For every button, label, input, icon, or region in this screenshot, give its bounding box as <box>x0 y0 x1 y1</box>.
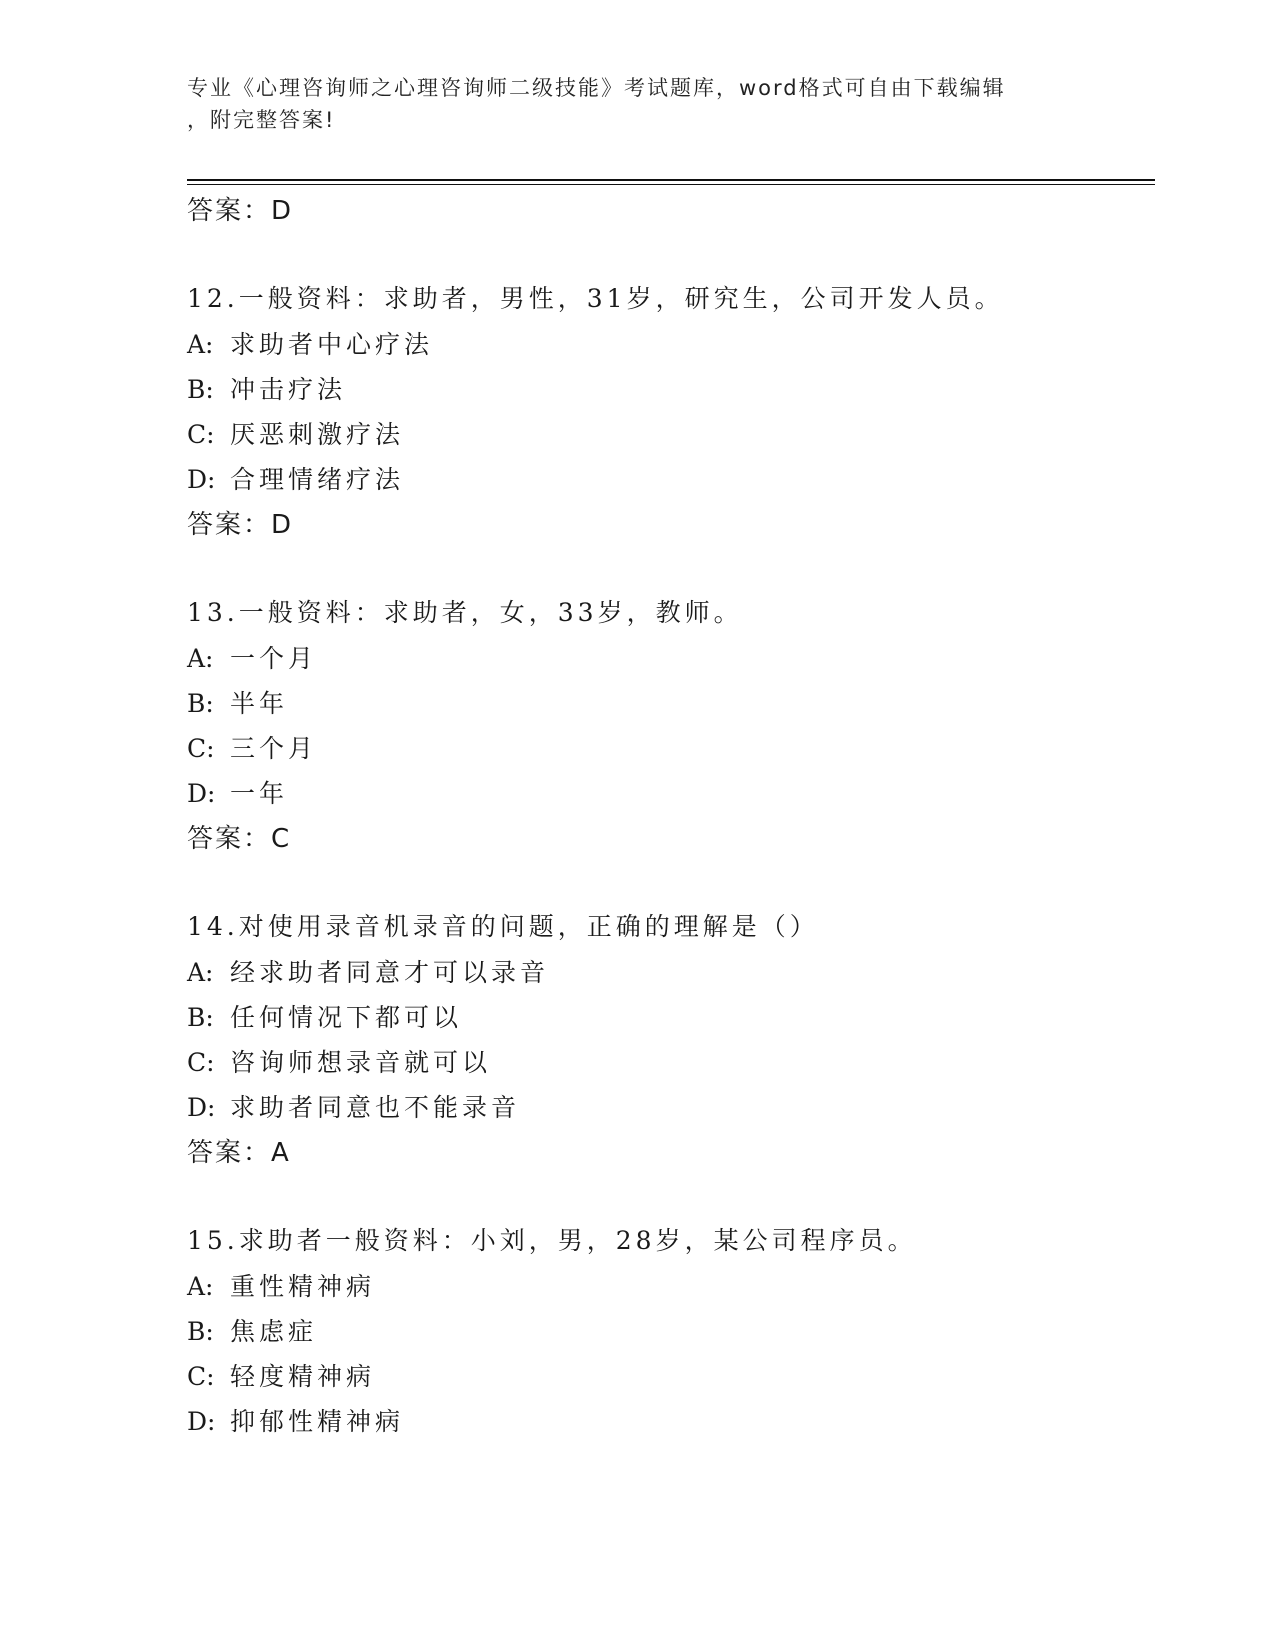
option-d <box>187 1085 1155 1130</box>
option-b <box>187 1309 1155 1354</box>
option-key: A: <box>187 644 214 673</box>
option-key: C: <box>187 1048 215 1077</box>
option-key: B: <box>187 1003 214 1032</box>
option-a <box>187 322 1155 367</box>
option-key: D: <box>187 1407 216 1436</box>
option-a <box>187 636 1155 681</box>
option-text: 焦虑症 <box>230 1317 318 1346</box>
option-d <box>187 771 1155 816</box>
option-text: 合理情绪疗法 <box>230 465 405 494</box>
question-12 <box>187 276 1155 548</box>
answer: 答案：A <box>187 1138 291 1168</box>
option-key: D: <box>187 779 216 808</box>
option-text: 咨询师想录音就可以 <box>230 1048 492 1077</box>
header-rule-thin <box>187 184 1155 185</box>
option-text: 重性精神病 <box>230 1272 376 1301</box>
option-key: C: <box>187 1362 215 1391</box>
option-key: A: <box>187 958 214 987</box>
question-14 <box>187 904 1155 1176</box>
option-c <box>187 726 1155 771</box>
question-13 <box>187 590 1155 862</box>
option-key: A: <box>187 1272 214 1301</box>
option-d <box>187 457 1155 502</box>
question-title: 15.求助者一般资料：小刘，男，28岁，某公司程序员。 <box>187 1226 917 1255</box>
option-text: 冲击疗法 <box>230 375 347 404</box>
question-15 <box>187 1218 1155 1444</box>
answer: 答案：C <box>187 824 292 854</box>
option-d <box>187 1399 1155 1444</box>
option-text: 一个月 <box>230 644 318 673</box>
option-a <box>187 950 1155 995</box>
option-key: B: <box>187 375 214 404</box>
question-title: 13.一般资料：求助者，女，33岁，教师。 <box>187 598 743 627</box>
option-key: C: <box>187 734 215 763</box>
option-text: 三个月 <box>230 734 318 763</box>
option-text: 轻度精神病 <box>230 1362 376 1391</box>
question-title: 12.一般资料：求助者，男性，31岁，研究生，公司开发人员。 <box>187 284 1004 313</box>
option-key: B: <box>187 689 214 718</box>
option-text: 求助者中心疗法 <box>230 330 434 359</box>
option-text: 任何情况下都可以 <box>230 1003 463 1032</box>
answer: 答案：D <box>187 510 294 540</box>
option-a <box>187 1264 1155 1309</box>
option-key: D: <box>187 1093 216 1122</box>
option-c <box>187 1040 1155 1085</box>
document-header <box>187 72 1087 136</box>
option-b <box>187 367 1155 412</box>
header-rule-thick <box>187 179 1155 181</box>
option-key: D: <box>187 465 216 494</box>
option-text: 抑郁性精神病 <box>230 1407 405 1436</box>
option-text: 厌恶刺激疗法 <box>230 420 405 449</box>
answer-11: 答案：D <box>187 196 294 226</box>
header-line-2: ，附完整答案! <box>187 108 336 132</box>
option-key: B: <box>187 1317 214 1346</box>
option-key: A: <box>187 330 214 359</box>
option-text: 半年 <box>230 689 289 718</box>
option-text: 一年 <box>230 779 289 808</box>
header-line-1: 专业《心理咨询师之心理咨询师二级技能》考试题库，word格式可自由下载编辑 <box>187 76 1006 100</box>
option-c <box>187 412 1155 457</box>
option-text: 求助者同意也不能录音 <box>230 1093 521 1122</box>
question-list <box>187 188 1155 1444</box>
option-b <box>187 995 1155 1040</box>
option-c <box>187 1354 1155 1399</box>
option-key: C: <box>187 420 215 449</box>
option-text: 经求助者同意才可以录音 <box>230 958 550 987</box>
option-b <box>187 681 1155 726</box>
question-title: 14.对使用录音机录音的问题，正确的理解是（） <box>187 912 819 941</box>
